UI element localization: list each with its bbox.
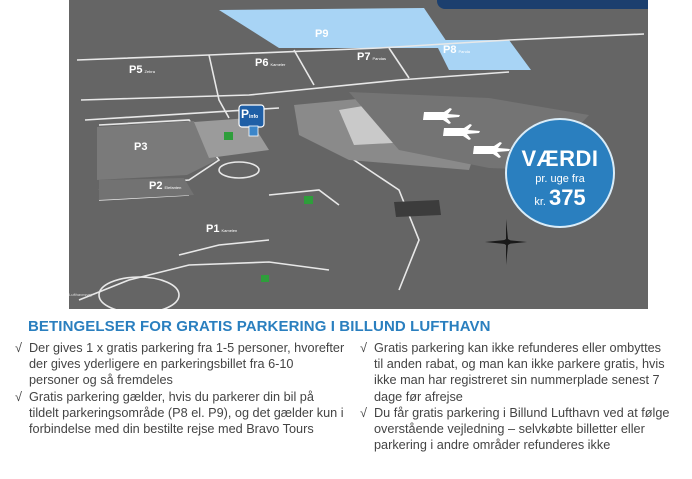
badge-price-line: kr. 375 — [534, 185, 586, 210]
airport-parking-map — [69, 0, 648, 309]
lot-label-p1: P1 Kamelen — [206, 223, 238, 235]
compass-icon — [485, 219, 527, 265]
badge-title: VÆRDI — [521, 146, 599, 171]
top-banner-bar — [437, 0, 648, 9]
check-icon: √ — [15, 341, 22, 355]
value-badge — [505, 118, 615, 228]
p9-area — [219, 8, 451, 48]
conditions-left-column — [15, 340, 345, 437]
lot-label-p8: P8 Panda — [443, 44, 471, 56]
check-icon: √ — [15, 389, 22, 404]
lot-label-p6: P6 Kameler — [255, 57, 286, 69]
check-icon: √ — [360, 405, 367, 420]
lot-label-p7: P7 Pandas — [357, 51, 387, 63]
lot-label-p2: P2 Elefanten — [149, 180, 182, 192]
conditions-right-column — [360, 340, 670, 453]
check-icon: √ — [360, 341, 367, 355]
badge-subtitle: pr. uge fra — [535, 173, 585, 185]
road-label: Lufthavnsvej — [69, 292, 92, 297]
condition-item: √ Du får gratis parkering i Billund Lufthavn ved at følge overstående vejledning – selvkøbte billetter eller parkering i andre områder refunderes ikke — [360, 405, 670, 453]
info-sign-label: Pinfo — [241, 107, 259, 121]
bus-building — [394, 200, 441, 217]
badge-price: 375 — [548, 185, 586, 210]
condition-item: √ Gratis parkering gælder, hvis du parkerer din bil på tildelt parkeringsområde (P8 el. P9), og det gælder kun i forbindelse med din bestilte rejse med Bravo Tours — [15, 389, 344, 437]
lot-label-p9: P9 — [315, 28, 329, 40]
lot-label-p3: P3 — [134, 141, 148, 153]
condition-item: √ Gratis parkering kan ikke refunderes eller ombyttes til anden rabat, og man kan ikke parkere gratis, hvis ikke man har registreret sin nummerplade senest 7 dage før afrejse — [360, 341, 665, 404]
lot-label-p5: P5 Zebra — [129, 64, 155, 76]
condition-item: √ Der gives 1 x gratis parkering fra 1-5 personer, hvorefter der gives yderligere en parkeringsbillet fra 6-10 personer og så fremdeles — [15, 341, 345, 388]
conditions-heading: BETINGELSER FOR GRATIS PARKERING I BILLUND LUFTHAVN — [28, 318, 491, 335]
